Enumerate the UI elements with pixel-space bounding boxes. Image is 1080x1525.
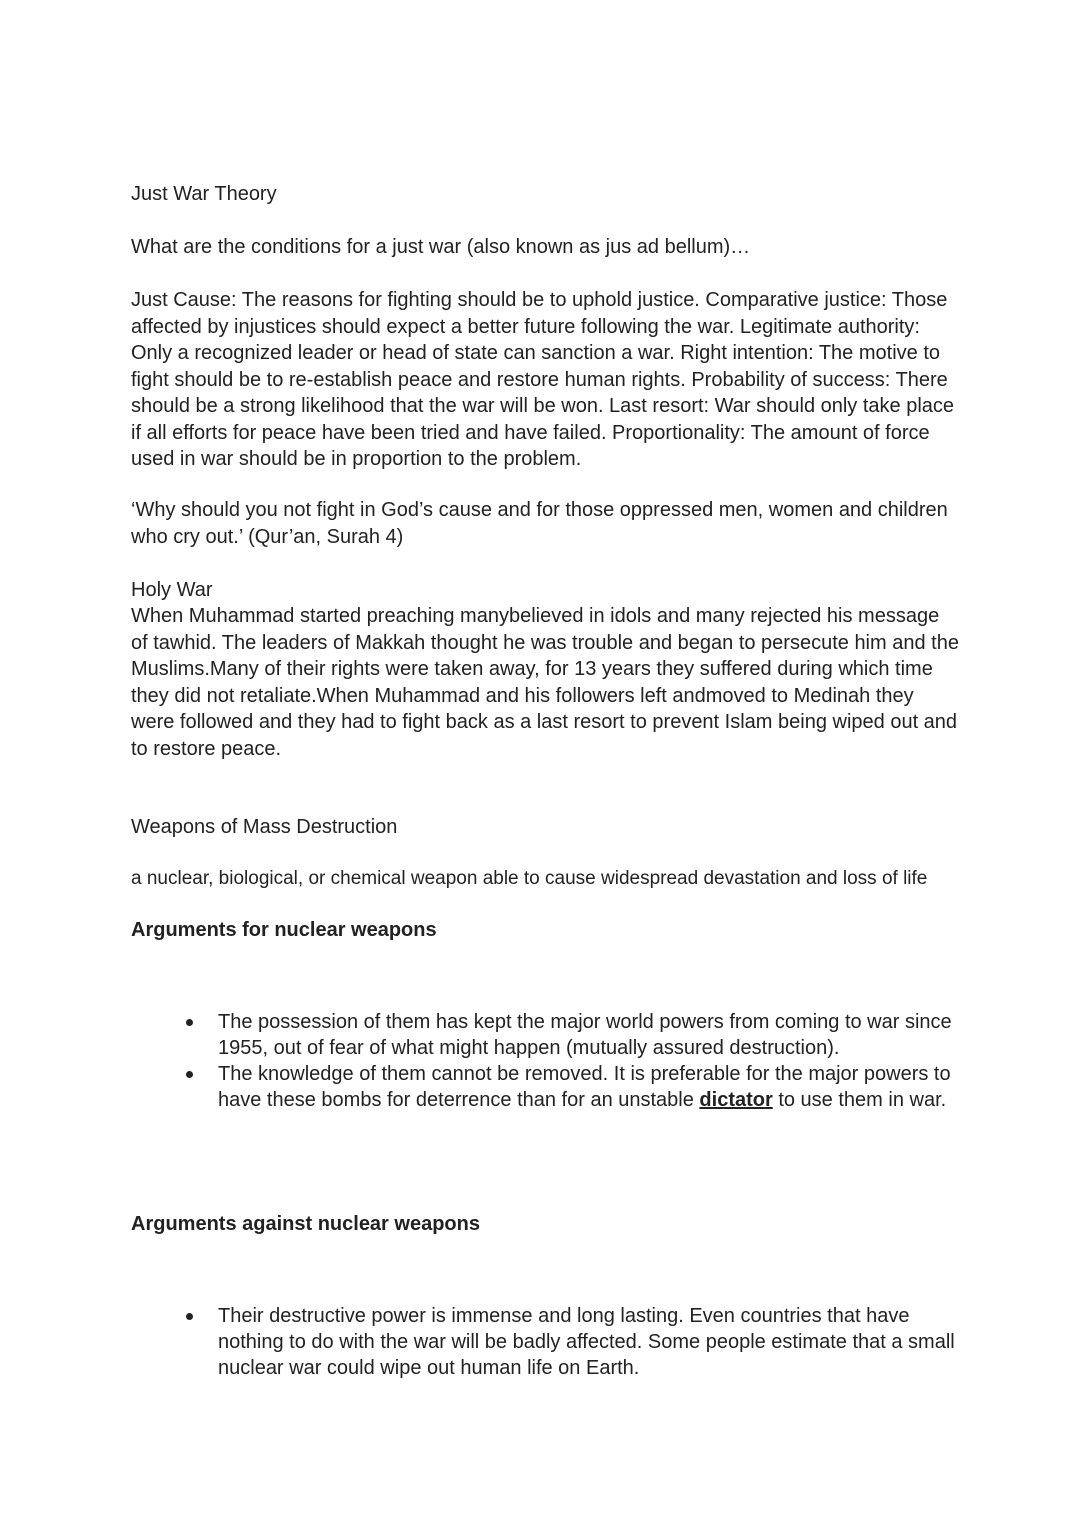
wmd-definition: a nuclear, biological, or chemical weapon able to cause widespread devastation and loss of life [131, 868, 928, 889]
holy-war-heading: Holy War [131, 579, 213, 601]
arguments-against-list [131, 1303, 961, 1381]
just-war-question: What are the conditions for a just war (also known as jus ad bellum)… [131, 236, 751, 258]
holy-war-paragraph: When Muhammad started preaching manybelieved in idols and many rejected his message of tawhid. The leaders of Makkah thought he was trouble and began to persecute him and the Muslims.Many of their rights were taken away, for 13 years they suffered during which time they did not retaliate.When Muhammad and his followers left andmoved to Medinah they were followed and they had to fight back as a last resort to prevent Islam being wiped out and to restore peace. [131, 605, 959, 760]
list-item-text: Their destructive power is immense and long lasting. Even countries that have nothing to do with the war will be badly affected. Some people estimate that a small nuclear war could wipe out human life on Earth. [218, 1305, 955, 1379]
quran-quote: ‘Why should you not fight in God’s cause and for those oppressed men, women and children who cry out.’ (Qur’an, Surah 4) [131, 499, 948, 548]
list-item-text-before: The knowledge of them cannot be removed. It is preferable for the major powers to have these bombs for deterrence than for an unstable [218, 1063, 951, 1111]
dictator-link[interactable]: dictator [699, 1089, 773, 1111]
list-item [131, 1061, 961, 1113]
list-item [131, 1009, 961, 1061]
arguments-for-list [131, 1009, 961, 1113]
just-war-conditions-paragraph: Just Cause: The reasons for fighting should be to uphold justice. Comparative justice: Those affected by injustices should expect a better future following the war. Legitimate authority: Only a recognized leader or head of state can sanction a war. Right intention: The motive to fight should be to re-establish peace and restore human rights. Probability of success: There should be a strong likelihood that the war will be won. Last resort: War should only take place if all efforts for peace have been tried and have failed. Proportionality: The amount of force used in war should be in proportion to the problem. [131, 289, 955, 470]
list-item-text-after: to use them in war. [772, 1089, 947, 1111]
wmd-heading: Weapons of Mass Destruction [131, 816, 398, 838]
arguments-for-heading: Arguments for nuclear weapons [131, 919, 437, 941]
arguments-against-heading: Arguments against nuclear weapons [131, 1213, 480, 1235]
list-item-text: The possession of them has kept the major world powers from coming to war since 1955, out of fear of what might happen (mutually assured destruction). [218, 1011, 952, 1059]
document-title: Just War Theory [131, 183, 277, 205]
list-item [131, 1303, 961, 1381]
